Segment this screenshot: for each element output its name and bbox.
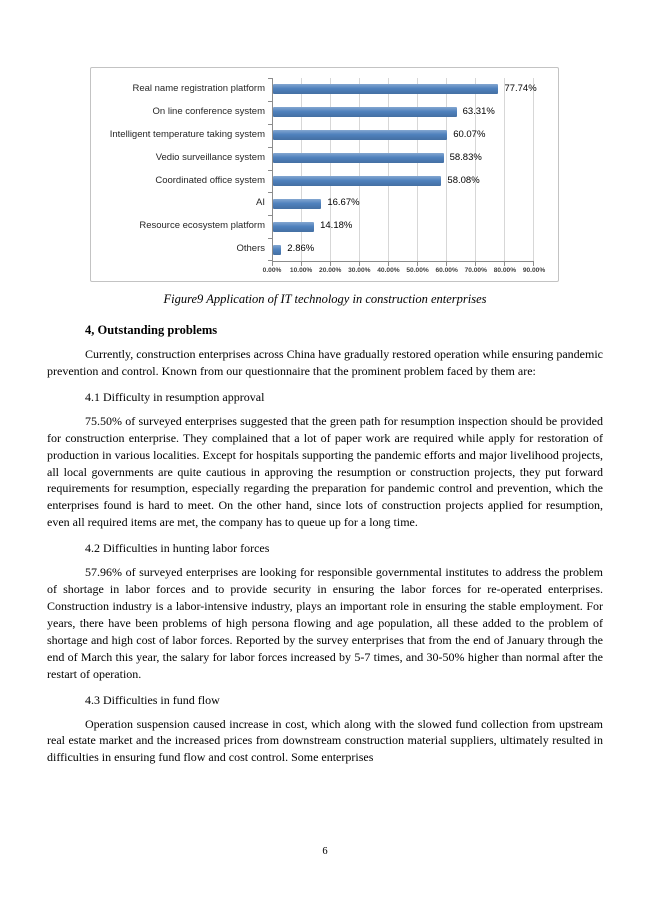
chart-gridline [533, 78, 534, 261]
chart-x-tick-label: 40.00% [377, 267, 400, 274]
chart-x-tick-label: 30.00% [348, 267, 371, 274]
chart-category-label: Real name registration platform [132, 83, 265, 94]
chart-bar-value: 60.07% [453, 128, 486, 140]
chart-x-tick-label: 10.00% [289, 267, 313, 274]
chart-x-tick [272, 262, 273, 266]
chart-category-label: On line conference system [152, 105, 265, 117]
chart-x-axis-labels [262, 267, 546, 279]
chart-y-tick [268, 260, 273, 261]
chart-x-tick [446, 262, 447, 266]
chart-y-tick [268, 101, 273, 102]
subsection-heading-4-2: 4.2 Difficulties in hunting labor forces [85, 541, 270, 556]
chart-category-label: Vedio surveillance system [155, 151, 265, 163]
chart-x-tick [533, 262, 534, 266]
paragraph-4-1: 75.50% of surveyed enterprises suggested that the green path for resumption inspection should be provided for construction enterprise. They complained that a lot of paper work are required while apply for restoration of production in various localities. Except for hospitals supporting the pandemic efforts and major livelihood projects, all local governments are quite cautious in approving the resumption or construction projects, they put forward requirements for resumption, especially regarding the preparation for pandemic control and prevention, which the enterprises found is hard to meet. On the other hand, since lots of construction projects applied for resumption, even all required items are met, the company has to queue up for a long time. [47, 413, 603, 530]
figure-chart [90, 67, 559, 282]
chart-x-tick-label: 60.00% [435, 267, 458, 274]
chart-y-tick [268, 147, 273, 148]
paragraph-4-3: Operation suspension caused increase in cost, which along with the slowed fund collection from upstream real estate market and the increased prices from downstream construction material suppliers, ultimately resulted in difficulties in ensuring fund flow and cost control. Some enterprises [47, 716, 603, 765]
chart-x-tick [417, 262, 418, 266]
chart-bar-value: 14.18% [320, 220, 353, 232]
chart-x-tick [301, 262, 302, 266]
chart-y-tick [268, 192, 273, 193]
chart-x-tick-label: 20.00% [319, 267, 342, 274]
chart-bar-value: 16.67% [327, 197, 360, 209]
chart-bar [273, 107, 457, 117]
chart-bar-value: 77.74% [504, 83, 537, 94]
chart-y-tick [268, 170, 273, 171]
chart-gridline [504, 78, 505, 261]
chart-x-tick-label: 50.00% [406, 267, 429, 274]
chart-x-tick-label: 70.00% [464, 267, 487, 274]
chart-x-tick [330, 262, 331, 266]
chart-x-tick [504, 262, 505, 266]
paragraph-intro: Currently, construction enterprises across China have gradually restored operation while ensuring pandemic prevention and control. Known from our questionnaire that the prominent problem faced by them are: [47, 347, 603, 378]
chart-y-tick [268, 215, 273, 216]
chart-y-tick [268, 78, 273, 79]
subsection-heading-4-1: 4.1 Difficulty in resumption approval [85, 389, 265, 404]
chart-x-tick-label: 90.00% [522, 267, 546, 274]
chart-y-tick [268, 238, 273, 239]
chart-bar [273, 84, 498, 94]
chart-x-tick [388, 262, 389, 266]
chart-x-tick-label: 0.00% [262, 267, 282, 274]
chart-category-label: Resource ecosystem platform [139, 220, 265, 232]
chart-bar [273, 130, 447, 140]
chart-bar-value: 63.31% [462, 105, 495, 117]
paragraph-4-2: 57.96% of surveyed enterprises are looking for responsible governmental institutes to address the problem of shortage in labor forces and to provide security in ensuring the labor forces for re-operated enterprises. Construction industry is a labor-intensive industry, plays an important role in ensuring the stable employment. For years, there have been problems of high persona flowing and age population, all these added to the problem of shortage and high cost of labor forces. Reported by the survey enterprises that from the end of January through the end of March this year, the salary for labor forces increased by 5-7 times, and 30-50% higher than normal after the restart of operation. [47, 565, 603, 681]
chart-gridline [301, 78, 302, 261]
chart-gridline [417, 78, 418, 261]
chart-plot [272, 78, 537, 262]
figure-caption: Figure9 Application of IT technology in construction enterprises [163, 292, 487, 306]
chart-category-label: AI [256, 197, 265, 209]
chart-bar-value: 58.83% [449, 151, 482, 163]
chart-x-tick-label: 80.00% [493, 267, 517, 274]
chart-bar [273, 153, 444, 163]
chart-categories [91, 78, 265, 261]
subsection-heading-4-3: 4.3 Difficulties in fund flow [85, 692, 220, 707]
chart-x-tick [475, 262, 476, 266]
chart-category-label: Intelligent temperature taking system [109, 128, 265, 140]
section-heading: 4, Outstanding problems [85, 323, 218, 337]
chart-category-label: Others [236, 243, 265, 255]
chart-category-label: Coordinated office system [155, 174, 265, 186]
chart-gridline [388, 78, 389, 261]
chart-x-tick [359, 262, 360, 266]
chart-bar [273, 222, 314, 232]
chart-bar-value: 2.86% [287, 243, 315, 255]
chart-y-tick [268, 124, 273, 125]
chart-bar [273, 245, 281, 255]
chart-bar [273, 176, 441, 186]
chart-gridline [359, 78, 360, 261]
chart-bar-value: 58.08% [447, 174, 480, 186]
chart-bar [273, 199, 321, 209]
page-number: 6 [322, 846, 328, 857]
